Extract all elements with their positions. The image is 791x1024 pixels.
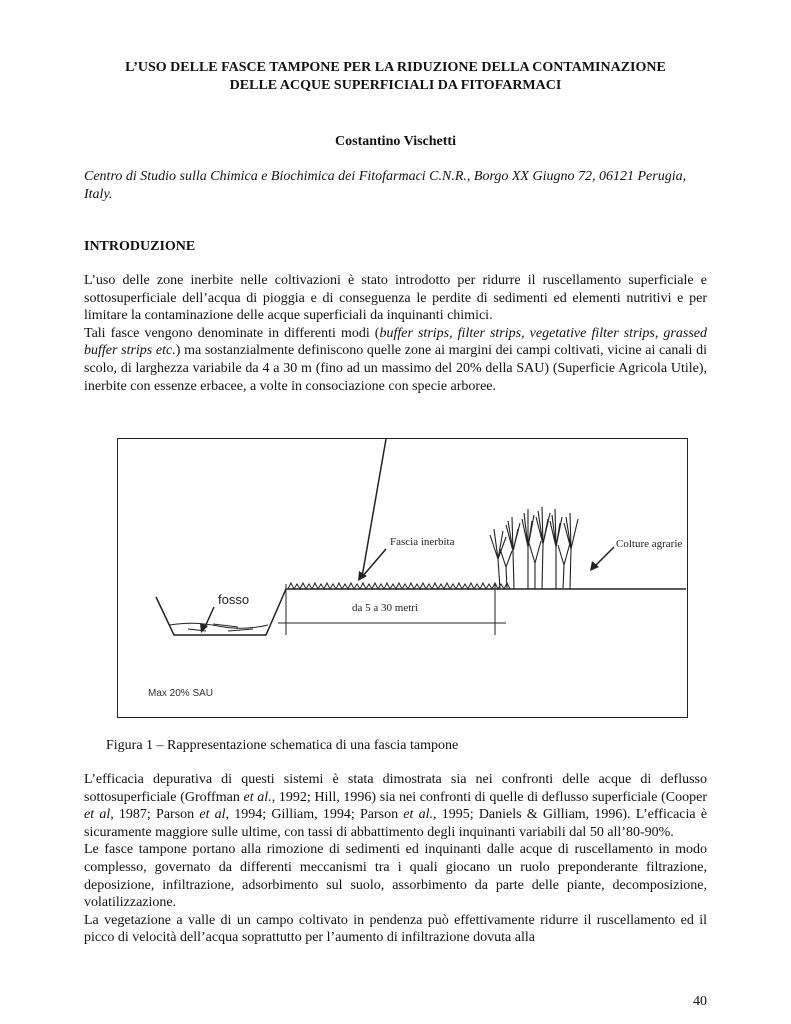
page-number: 40 (693, 994, 707, 1009)
p3-etal-1: et al. (243, 789, 272, 805)
body-text (84, 771, 707, 947)
section-heading: INTRODUZIONE (84, 239, 196, 254)
arrow-fascia (362, 439, 386, 577)
label-fascia-inerbita: Fascia inerbita (390, 536, 455, 548)
body-paragraph-5: La vegetazione a valle di un campo coltivato in pendenza può effettivamente ridurre il ruscellamento ed il picco di velocità dell’acqua soprattutto per l’aumento di infiltrazione dovuta alla (84, 912, 707, 946)
arrow-colture (594, 547, 614, 567)
title-line-2: DELLE ACQUE SUPERFICIALI DA FITOFARMACI (229, 78, 562, 93)
ditch-water (170, 623, 268, 628)
intro-paragraph-1: L’uso delle zone inerbite nelle coltivazioni è stato introdotto per ridurre il ruscellamento superficiale e sottosuperficiale dell’acqua di pioggia e di conseguenza le perdite di sedimenti ed elementi nutritivi e per limitare la contaminazione delle acque superficiali da inquinanti chimici. (84, 273, 707, 324)
p3-seg-5: , 1995; Daniels & Gilliam, 1996). L’efficacia è sicuramente maggiore sulle ultime, con tassi di abbattimento degli inquinanti variabili dal 50 all’80-90%. (84, 807, 708, 840)
figure-caption: Figura 1 – Rappresentazione schematica di una fascia tampone (106, 738, 459, 753)
label-max-sau: Max 20% SAU (148, 688, 214, 699)
p3-etal-2: et al (84, 807, 111, 823)
intro-p2-italic-terms: buffer strips, filter strips, vegetative filter strips, grassed buffer strips etc. (84, 325, 707, 359)
author-name: Costantino Vischetti (335, 134, 456, 149)
p3-seg-1: L’efficacia depurativa di questi sistemi è stata dimostrata sia nei confronti delle acque di deflusso sottosuperficiale (Groffman (84, 772, 707, 805)
p3-seg-3: , 1987; Parson (110, 807, 200, 823)
intro-p2-part-b: ) ma sostanzialmente definiscono quelle zone ai margini dei campi coltivati, vicine ai canali di scolo, di larghezza variabile da 4 a 30 m (fino ad un massimo del 20% della SAU) (Superficie Agricola Utile), inerbite con essenze erbacee, a volte in consociazione con specie arboree. (84, 343, 707, 394)
figure-diagram (118, 439, 686, 716)
body-paragraph-4: Le fasce tampone portano alla rimozione di sedimenti ed inquinanti dalle acque di ruscellamento in modo complesso, governato da differenti meccanismi tra i quali giocano un ruolo preponderante filtrazione, deposizione, infiltrazione, adsorbimento sul suolo, assorbimento da parte delle piante, decomposizione, volatilizzazione. (84, 842, 707, 911)
label-range: da 5 a 30 metri (352, 602, 418, 614)
p3-seg-2: , 1992; Hill, 1996) sia nei confronti di quelle di deflusso superficiale (Cooper (271, 789, 708, 805)
author-affiliation: Centro di Studio sulla Chimica e Biochimica dei Fitofarmaci C.N.R., Borgo XX Giugno 72, 06121 Perugia, Italy. (84, 169, 687, 202)
p3-seg-4: , 1994; Gilliam, 1994; Parson (225, 807, 404, 823)
figure-buffer-strip (117, 438, 688, 718)
ditch-ripples (188, 624, 253, 631)
grass-strip (288, 583, 510, 589)
body-paragraph-3 (84, 771, 707, 841)
intro-p2-part-a: Tali fasce vengono denominate in differenti modi ( (84, 325, 380, 341)
paper-title (84, 59, 707, 95)
intro-text (84, 272, 707, 395)
intro-paragraph-2 (84, 325, 707, 395)
label-fosso: fosso (218, 592, 250, 607)
title-line-1: L’USO DELLE FASCE TAMPONE PER LA RIDUZIONE DELLA CONTAMINAZIONE (125, 60, 666, 75)
label-colture-agrarie: Colture agrarie (616, 538, 683, 550)
p3-etal-4: et al. (403, 807, 434, 823)
crop-plants (490, 507, 578, 589)
p3-etal-3: et al (199, 807, 226, 823)
